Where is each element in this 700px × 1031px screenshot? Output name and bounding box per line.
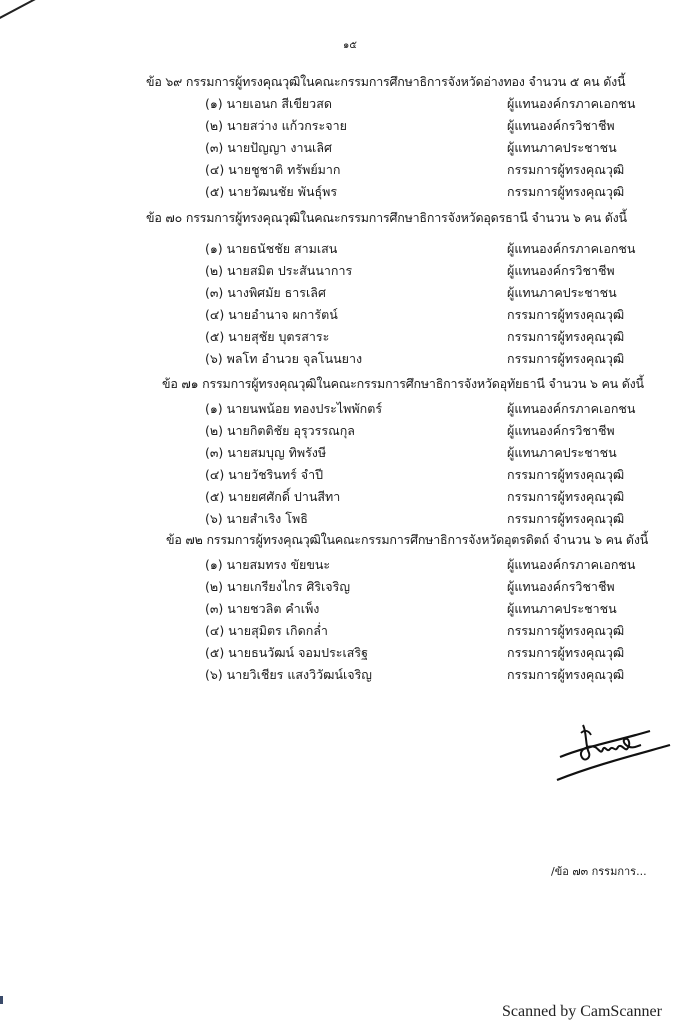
member-row bbox=[0, 283, 700, 303]
member-role: ผู้แทนองค์กรภาคเอกชน bbox=[507, 96, 636, 111]
member-role: กรรมการผู้ทรงคุณวุฒิ bbox=[507, 511, 625, 526]
member-role: ผู้แทนองค์กรภาคเอกชน bbox=[507, 401, 636, 416]
member-role: ผู้แทนองค์กรภาคเอกชน bbox=[507, 557, 636, 572]
member-role: กรรมการผู้ทรงคุณวุฒิ bbox=[507, 329, 625, 344]
member-row bbox=[0, 643, 700, 663]
member-role: กรรมการผู้ทรงคุณวุฒิ bbox=[507, 162, 625, 177]
section-title: ข้อ ๗๑ กรรมการผู้ทรงคุณวุฒิในคณะกรรมการศึกษาธิการจังหวัดอุทัยธานี จำนวน ๖ คน ดังนี้ bbox=[162, 376, 644, 391]
member-role: กรรมการผู้ทรงคุณวุฒิ bbox=[507, 667, 625, 682]
member-role: ผู้แทนองค์กรวิชาชีพ bbox=[507, 579, 615, 594]
member-row bbox=[0, 399, 700, 419]
member-name: (๖) นายวิเชียร แสงวิวัฒน์เจริญ bbox=[205, 667, 372, 682]
member-name: (๒) นายสว่าง แก้วกระจาย bbox=[205, 118, 347, 133]
section-title: ข้อ ๖๙ กรรมการผู้ทรงคุณวุฒิในคณะกรรมการศึกษาธิการจังหวัดอ่างทอง จำนวน ๕ คน ดังนี้ bbox=[146, 74, 626, 89]
member-name: (๒) นายสมิต ประสันนาการ bbox=[205, 263, 353, 278]
member-row bbox=[0, 305, 700, 325]
member-name: (๖) นายสำเริง โพธิ bbox=[205, 511, 308, 526]
member-role: ผู้แทนภาคประชาชน bbox=[507, 285, 617, 300]
member-name: (๔) นายสุมิตร เกิดกล่ำ bbox=[205, 623, 328, 638]
member-role: ผู้แทนภาคประชาชน bbox=[507, 445, 617, 460]
member-row bbox=[0, 94, 700, 114]
member-name: (๒) นายกิตติชัย อุรุวรรณกุล bbox=[205, 423, 355, 438]
member-role: ผู้แทนองค์กรวิชาชีพ bbox=[507, 263, 615, 278]
section-title: ข้อ ๗๒ กรรมการผู้ทรงคุณวุฒิในคณะกรรมการศึกษาธิการจังหวัดอุตรดิตถ์ จำนวน ๖ คน ดังนี้ bbox=[166, 532, 649, 547]
member-role: ผู้แทนองค์กรวิชาชีพ bbox=[507, 423, 615, 438]
member-row bbox=[0, 327, 700, 347]
member-name: (๕) นายยศศักดิ์ ปานสีทา bbox=[205, 489, 341, 504]
member-row bbox=[0, 421, 700, 441]
member-row bbox=[0, 577, 700, 597]
member-role: กรรมการผู้ทรงคุณวุฒิ bbox=[507, 184, 625, 199]
member-name: (๖) พลโท อำนวย จุลโนนยาง bbox=[205, 351, 363, 366]
page-number: ๑๕ bbox=[343, 40, 357, 51]
member-name: (๕) นายสุชัย บุตรสาระ bbox=[205, 329, 330, 344]
member-row bbox=[0, 138, 700, 158]
member-name: (๔) นายวัชรินทร์ จำปี bbox=[205, 467, 324, 482]
signature-image bbox=[555, 715, 685, 785]
continuation-note: /ข้อ ๗๓ กรรมการ... bbox=[551, 865, 647, 878]
member-row bbox=[0, 555, 700, 575]
member-name: (๔) นายชูชาติ ทรัพย์มาก bbox=[205, 162, 341, 177]
member-role: กรรมการผู้ทรงคุณวุฒิ bbox=[507, 351, 625, 366]
member-role: ผู้แทนภาคประชาชน bbox=[507, 601, 617, 616]
member-name: (๕) นายวัฒนชัย พันธุ์พร bbox=[205, 184, 338, 199]
member-name: (๑) นายธนัชชัย สามเสน bbox=[205, 241, 338, 256]
member-name: (๑) นายนพน้อย ทองประไพพักตร์ bbox=[205, 401, 383, 416]
member-row bbox=[0, 487, 700, 507]
member-row bbox=[0, 239, 700, 259]
member-role: ผู้แทนภาคประชาชน bbox=[507, 140, 617, 155]
scan-corner-line bbox=[0, 0, 65, 22]
member-name: (๑) นายเอนก สีเขียวสด bbox=[205, 96, 332, 111]
member-row bbox=[0, 621, 700, 641]
member-row bbox=[0, 665, 700, 685]
member-name: (๑) นายสมทรง ขัยขนะ bbox=[205, 557, 331, 572]
member-name: (๓) นางพิศมัย ธารเลิศ bbox=[205, 285, 326, 300]
member-row bbox=[0, 599, 700, 619]
member-role: ผู้แทนองค์กรภาคเอกชน bbox=[507, 241, 636, 256]
section-title: ข้อ ๗๐ กรรมการผู้ทรงคุณวุฒิในคณะกรรมการศึกษาธิการจังหวัดอุดรธานี จำนวน ๖ คน ดังนี้ bbox=[146, 210, 627, 225]
member-name: (๕) นายธนวัฒน์ จอมประเสริฐ bbox=[205, 645, 369, 660]
member-row bbox=[0, 160, 700, 180]
member-row bbox=[0, 465, 700, 485]
member-row bbox=[0, 443, 700, 463]
member-role: กรรมการผู้ทรงคุณวุฒิ bbox=[507, 623, 625, 638]
member-name: (๓) นายชวลิต คำเพ็ง bbox=[205, 601, 320, 616]
member-name: (๓) นายปัญญา งานเลิศ bbox=[205, 140, 332, 155]
member-name: (๔) นายอำนาจ ผการัตน์ bbox=[205, 307, 338, 322]
scan-edge-mark bbox=[0, 996, 3, 1004]
member-name: (๓) นายสมบุญ ทิพรังษี bbox=[205, 445, 327, 460]
member-row bbox=[0, 349, 700, 369]
member-row bbox=[0, 509, 700, 529]
member-row bbox=[0, 116, 700, 136]
member-row bbox=[0, 182, 700, 202]
member-role: กรรมการผู้ทรงคุณวุฒิ bbox=[507, 307, 625, 322]
member-name: (๒) นายเกรียงไกร ศิริเจริญ bbox=[205, 579, 350, 594]
camscanner-watermark: Scanned by CamScanner bbox=[502, 1003, 662, 1020]
member-role: กรรมการผู้ทรงคุณวุฒิ bbox=[507, 467, 625, 482]
member-role: กรรมการผู้ทรงคุณวุฒิ bbox=[507, 645, 625, 660]
member-row bbox=[0, 261, 700, 281]
member-role: ผู้แทนองค์กรวิชาชีพ bbox=[507, 118, 615, 133]
member-role: กรรมการผู้ทรงคุณวุฒิ bbox=[507, 489, 625, 504]
